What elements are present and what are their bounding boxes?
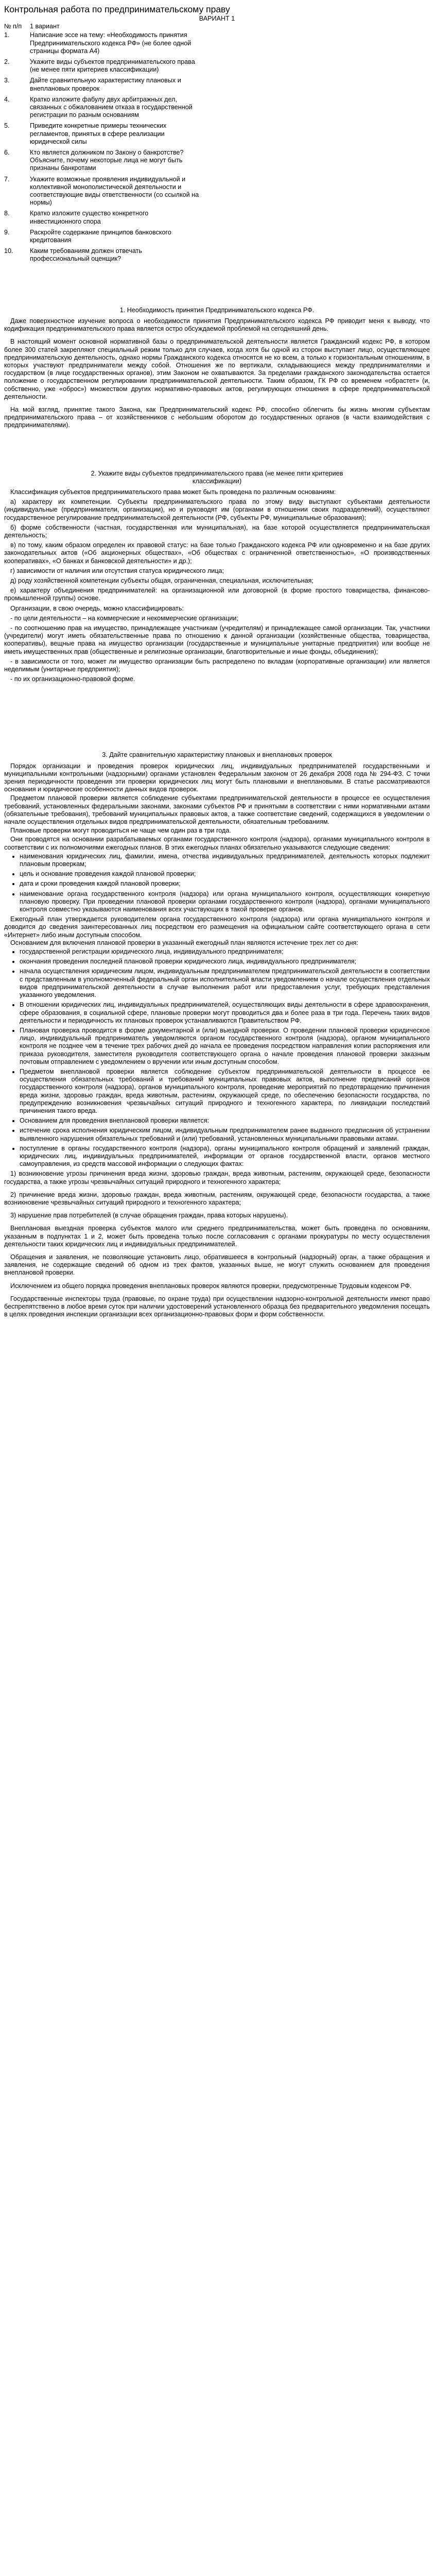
question-text: Укажите виды субъектов предпринимательского права (не менее пяти критериев классификации) xyxy=(30,58,195,74)
question-row xyxy=(4,247,430,266)
question-row xyxy=(4,149,430,176)
question-text: Кратко изложите существо конкретного инвестиционного спора xyxy=(30,210,149,225)
section-3-tail xyxy=(4,1170,430,1318)
section-2-paragraph: - по соотношению прав на имущество, принадлежащее участникам (учредителям) и принадлежащее самой организации. Так, участники (учредители) могут иметь обязательственные права по отношению к данной организации (хозяйственные общества, товарищества, кооперативы), вещные права на имущество организации (государственные и муниципальные унитарные предприятия) или вообще не иметь имущественных прав (общественные и религиозные организации, благотворительные и иные фонды, объединения); xyxy=(4,624,430,655)
section-1-paragraph: Даже поверхностное изучение вопроса о необходимости принятия Предпринимательского кодекса РФ приводит меня к выводу, что кодификация предпринимательского права является остро обсуждаемой проблемой на сегодняшний день. xyxy=(4,317,430,333)
section-3-paragraph: Они проводятся на основании разрабатываемых органами государственного контроля (надзора), органами муниципального контроля в соответствии с их полномочиями ежегодных планов. В этих ежегодных планах обязательно указываются следующие сведения: xyxy=(4,836,430,851)
section-1-paragraph: На мой взгляд, принятие такого Закона, как Предпринимательский кодекс РФ, способно облегчить бы жизнь многим субъектам предпринимательского права – от хозяйственников с небольшим оборотом до государственных органов (в части взаимодействия с предпринимателями). xyxy=(4,405,430,429)
section-3-paragraph: Ежегодный план утверждается руководителем органа государственного контроля (надзора) или органа муниципального контроля и доводится до сведения заинтересованных лиц посредством его размещения на официальном сайте соответствующего органа в сети «Интернет» либо иным доступным способом. xyxy=(4,916,430,939)
plan-list-item: • наименования юридических лиц, фамилии, имена, отчества индивидуальных предпринимателей, деятельность которых подлежит плановым проверкам; xyxy=(20,853,430,868)
section-3-title: 3. Дайте сравнительную характеристику плановых и внеплановых проверок xyxy=(102,751,332,759)
question-number: 3. xyxy=(4,77,10,84)
section-2-paragraph: в) по тому, каким образом определен их правовой статус: на базе только Гражданского кодекса РФ или одновременно и на базе других законодательных актов («Об акционерных обществах», «Об обществах с ограниченной ответственностью», «О производственных кооперативах», «О банках и банковской деятельности» и др.); xyxy=(4,541,430,565)
plan-list-item: • цель и основание проведения каждой плановой проверки; xyxy=(20,870,430,878)
section-2-paragraph: г) зависимости от наличия или отсутствия статуса юридического лица; xyxy=(10,567,224,574)
question-number: 7. xyxy=(4,175,10,183)
questions-table xyxy=(4,23,430,266)
section-3 xyxy=(4,751,430,1318)
section-3-paragraph: 2) причинение вреда жизни, здоровью граждан, вреда животным, растениям, окружающей среде, безопасности государства, а также возникновение чрезвычайных ситуаций природного и техногенного характера; xyxy=(4,1191,430,1206)
section-3-paragraph: Основанием для включения плановой проверки в указанный ежегодный план являются истечение трех лет со дня: xyxy=(10,939,358,946)
questions-table-header xyxy=(4,23,430,31)
section-1 xyxy=(4,307,430,430)
section-2-paragraph: а) характеру их компетенции. Субъекты предпринимательского права по этому виду выступают субъектами деятельности (индивидуальные (предприниматели, организации), но и руководят им (органами в отношении своих подразделений), осуществляют государственное регулирование предпринимательской деятельности (РФ, субъекты РФ, муниципальные образования); xyxy=(4,498,430,521)
section-1-paragraph: В настоящий момент основной нормативной базы о предпринимательской деятельности является Гражданский кодекс РФ, в котором более 300 статей закрепляют специальный режим только для случаев, когда хотя бы одной из сторон выступает лицо, осуществляющее предпринимательскую деятельность, однако нормы Гражданского кодекса относятся не ко всем, а только к горизонтальным отношениям, в которых участвуют предприниматели между собой. Отношения же по вертикали, складывающиеся между предпринимателями и государством (в лице государственных органов), этим Законом не охватываются. За пределами гражданского законодательства остается положение о государственном регулировании предпринимательской деятельности. Таким образом, ГК РФ со временем «обрастет» (и, собственно, уже «оброс») множеством других нормативно-правовых актов, регулирующих отношения в сфере предпринимательской деятельности. xyxy=(4,338,430,400)
question-row xyxy=(4,229,430,247)
section-3-list-unplanned xyxy=(4,1127,430,1168)
section-2-paragraph: д) роду хозяйственной компетенции субъекты общая, ограниченная, специальная, исключительная; xyxy=(10,577,313,584)
question-text: Дайте сравнительную характеристику плановых и внеплановых проверок xyxy=(30,77,181,92)
grounds-list-item: • Предметом внеплановой проверки является соблюдение субъектом предпринимательской деятельности в процессе ее осуществления обязательных требований и требований муниципальных правовых актов, выполнение предписаний органов государственного контроля (надзора), органов муниципального контроля, проведение мероприятий по предотвращению причинения вреда жизни, здоровью граждан, вреда животным, растениям, окружающей среде, по обеспечению безопасности государства, по предупреждению возникновения чрезвычайных ситуаций природного и техногенного характера, по ликвидации последствий причинения такого вреда. xyxy=(20,1068,430,1115)
section-2-paragraph: - в зависимости от того, может ли имущество организации быть распределено по вкладам (корпоративные организации) или является неделимым (унитарные предприятия); xyxy=(4,657,430,673)
question-text: Кто является должником по Закону о банкротстве? Объясните, почему некоторые лица не могут быть признаны банкротами xyxy=(30,149,184,172)
question-row xyxy=(4,210,430,228)
header-variant: 1 вариант xyxy=(30,23,60,30)
question-number: 9. xyxy=(4,228,10,236)
section-3-paragraph: Плановые проверки могут проводиться не чаще чем один раз в три года. xyxy=(10,827,231,835)
section-2-paragraph: - по их организационно-правовой форме. xyxy=(10,675,135,683)
question-number: 8. xyxy=(4,210,10,217)
section-3-paragraph: 1) возникновение угрозы причинения вреда жизни, здоровью граждан, вреда животным, растениям, окружающей среде, безопасности государства, а также угрозы чрезвычайных ситуаций природного и техногенного характера; xyxy=(4,1170,430,1185)
question-text: Укажите возможные проявления индивидуальной и коллективной монополистической деятельности и соответствующие виды ответственности (со ссылкой на нормы) xyxy=(30,175,199,207)
document-title: Контрольная работа по предпринимательскому праву xyxy=(4,4,230,14)
section-3-paragraph: Предметом плановой проверки является соблюдение субъектами предпринимательской деятельности в процессе ее осуществления требований, установленных федеральными законами, законами субъектов РФ и принятыми в соответствии с ними нормативными актами (обязательные требования), требований муниципальных правовых актов, а также соответствие сведений, содержащихся в уведомлении о начале осуществления отдельных видов предпринимательской деятельности, обязательным требованиям. xyxy=(4,794,430,826)
section-1-body xyxy=(4,317,430,430)
variant-label: ВАРИАНТ 1 xyxy=(199,15,235,22)
question-row xyxy=(4,96,430,123)
questions-body xyxy=(4,31,430,266)
question-number: 1. xyxy=(4,31,10,39)
section-3-list-plan xyxy=(4,853,430,913)
question-row xyxy=(4,122,430,149)
section-3-list-grounds xyxy=(4,948,430,1125)
section-2-paragraph: е) характеру объединения предпринимателей: на организационной или договорной (в форме простого товарищества, финансово-промышленной группы) основе. xyxy=(4,587,430,602)
question-number: 10. xyxy=(4,247,13,255)
section-2-paragraph: Организации, в свою очередь, можно классифицировать: xyxy=(10,604,184,612)
question-number: 2. xyxy=(4,58,10,66)
question-text: Написание эссе на тему: «Необходимость принятия Предпринимательского кодекса РФ» (не более одной страницы формата А4) xyxy=(30,31,191,55)
question-text: Раскройте содержание принципов банковского кредитования xyxy=(30,228,171,244)
question-row xyxy=(4,31,430,58)
section-2-title: 2. Укажите виды субъектов предпринимательского права (не менее пяти критериев классификации) xyxy=(91,469,343,485)
unplanned-list-item: • истечение срока исполнения юридическим лицом, индивидуальным предпринимателем ранее выданного предписания об устранении выявленного нарушения обязательных требований и (или) требований, установленных муниципальными правовыми актами. xyxy=(20,1127,430,1142)
section-2-body xyxy=(4,488,430,683)
question-text: Каким требованиям должен отвечать профессиональный оценщик? xyxy=(30,247,142,263)
grounds-list-item: • окончания проведения последней плановой проверки юридического лица, индивидуального предпринимателя; xyxy=(20,958,430,965)
section-3-intro xyxy=(4,762,430,852)
question-text: Приведите конкретные примеры технических регламентов, принятых в сфере реализации юридической силы xyxy=(30,122,167,145)
grounds-list-item: • Плановая проверка проводится в форме документарной и (или) выездной проверки. О проведении плановой проверки юридическое лицо, индивидуальный предприниматель уведомляются органом государственного контроля (надзора), органом муниципального контроля не позднее чем в течение трех рабочих дней до начала ее проведения посредством направления копии распоряжения или приказа руководителя, заместителя руководителя соответствующего органа о начале проведения плановой проверки заказным почтовым отправлением с уведомлением о вручении или иным доступным способом. xyxy=(20,1027,430,1066)
question-row xyxy=(4,77,430,95)
section-1-title: 1. Необходимость принятия Предпринимательского кодекса РФ. xyxy=(119,306,315,314)
section-3-paragraph: Исключением из общего порядка проведения внеплановых проверок являются проверки, предусмотренные Трудовым кодексом РФ. xyxy=(10,1282,412,1290)
unplanned-list-item: • поступление в органы государственного контроля (надзора), органы муниципального контроля обращений и заявлений граждан, юридических лиц, индивидуальных предпринимателей, информации от органов государственной власти, органов местного самоуправления, из средств массовой информации о следующих фактах: xyxy=(20,1145,430,1168)
section-2-paragraph: б) форме собственности (частная, государственная или муниципальная), на базе которой осуществляется предпринимательская деятельность; xyxy=(4,523,430,539)
section-3-paragraph: Внеплановая выездная проверка субъектов малого или среднего предпринимательства, может быть проведена по основаниям, указанным в подпунктах 1 и 2, может быть проведена только после согласования с органами прокуратуры по месту осуществления деятельности таких юридических лиц и индивидуальных предпринимателей. xyxy=(4,1225,430,1248)
section-2 xyxy=(4,470,430,684)
question-text: Кратко изложите фабулу двух арбитражных дел, связанных с обжалованием отказа в государственной регистрации по разным основаниям xyxy=(30,95,193,119)
question-row xyxy=(4,58,430,77)
header-num: № п/п xyxy=(4,23,22,30)
question-number: 6. xyxy=(4,149,10,157)
question-number: 4. xyxy=(4,95,10,103)
plan-list-item: • дата и сроки проведения каждой плановой проверки; xyxy=(20,880,430,888)
grounds-list-item: • В отношении юридических лиц, индивидуальных предпринимателей, осуществляющих виды деятельности в сфере здравоохранения, сфере образования, в социальной сфере, плановые проверки могут проводиться два и более раза в три года. Перечень таких видов деятельности и периодичность их плановых проверок устанавливаются Правительством РФ. xyxy=(20,1001,430,1025)
section-3-mid xyxy=(4,916,430,947)
section-2-paragraph: - по цели деятельности – на коммерческие и некоммерческие организации; xyxy=(10,614,238,622)
section-3-paragraph: 3) нарушение прав потребителей (в случае обращения граждан, права которых нарушены). xyxy=(10,1212,288,1219)
section-3-paragraph: Государственные инспекторы труда (правовые, по охране труда) при осуществлении надзорно-контрольной деятельности имеют право беспрепятственно в любое время суток при наличии удостоверений установленного образца без предварительного уведомления посещать в целях проведения инспекции организации всех организационно-правовых форм и форм собственности. xyxy=(4,1295,430,1318)
section-3-paragraph: Обращения и заявления, не позволяющие установить лицо, обратившееся в контрольный (надзорный) орган, а также обращения и заявления, не содержащие сведений об одном из трех фактов, указанных выше, не могут служить основанием для проведения внеплановой проверки. xyxy=(4,1253,430,1277)
grounds-list-item: • Основанием для проведения внеплановой проверки является: xyxy=(20,1117,430,1125)
grounds-list-item: • государственной регистрации юридического лица, индивидуального предпринимателя; xyxy=(20,948,430,956)
question-number: 5. xyxy=(4,122,10,130)
section-2-paragraph: Классификация субъектов предпринимательского права может быть проведена по различным основаниям: xyxy=(10,488,336,496)
grounds-list-item: • начала осуществления юридическим лицом, индивидуальным предпринимателем предпринимательской деятельности в соответствии с представленным в уполномоченный федеральный орган исполнительной власти уведомлением о начале осуществления отдельных видов предпринимательской деятельности в случае выполнения работ или предоставления услуг, требующих представления указанного уведомления. xyxy=(20,968,430,999)
question-row xyxy=(4,176,430,210)
section-3-paragraph: Порядок организации и проведения проверок юридических лиц, индивидуальных предпринимателей государственными и муниципальными контрольными (надзорными) органами установлен Федеральным законом от 26 декабря 2008 года № 294-ФЗ. С точки зрения периодичности проведения эти проверки юридических лиц могут быть плановыми и внеплановыми. В статье рассматриваются основания и юридические особенности данных видов проверок. xyxy=(4,762,430,793)
plan-list-item: • наименование органа государственного контроля (надзора) или органа муниципального контроля, осуществляющих конкретную плановую проверку. При проведении плановой проверки органами государственного контроля (надзора), органами муниципального контроля совместно указываются наименования всех участвующих в такой проверке органов. xyxy=(20,890,430,914)
